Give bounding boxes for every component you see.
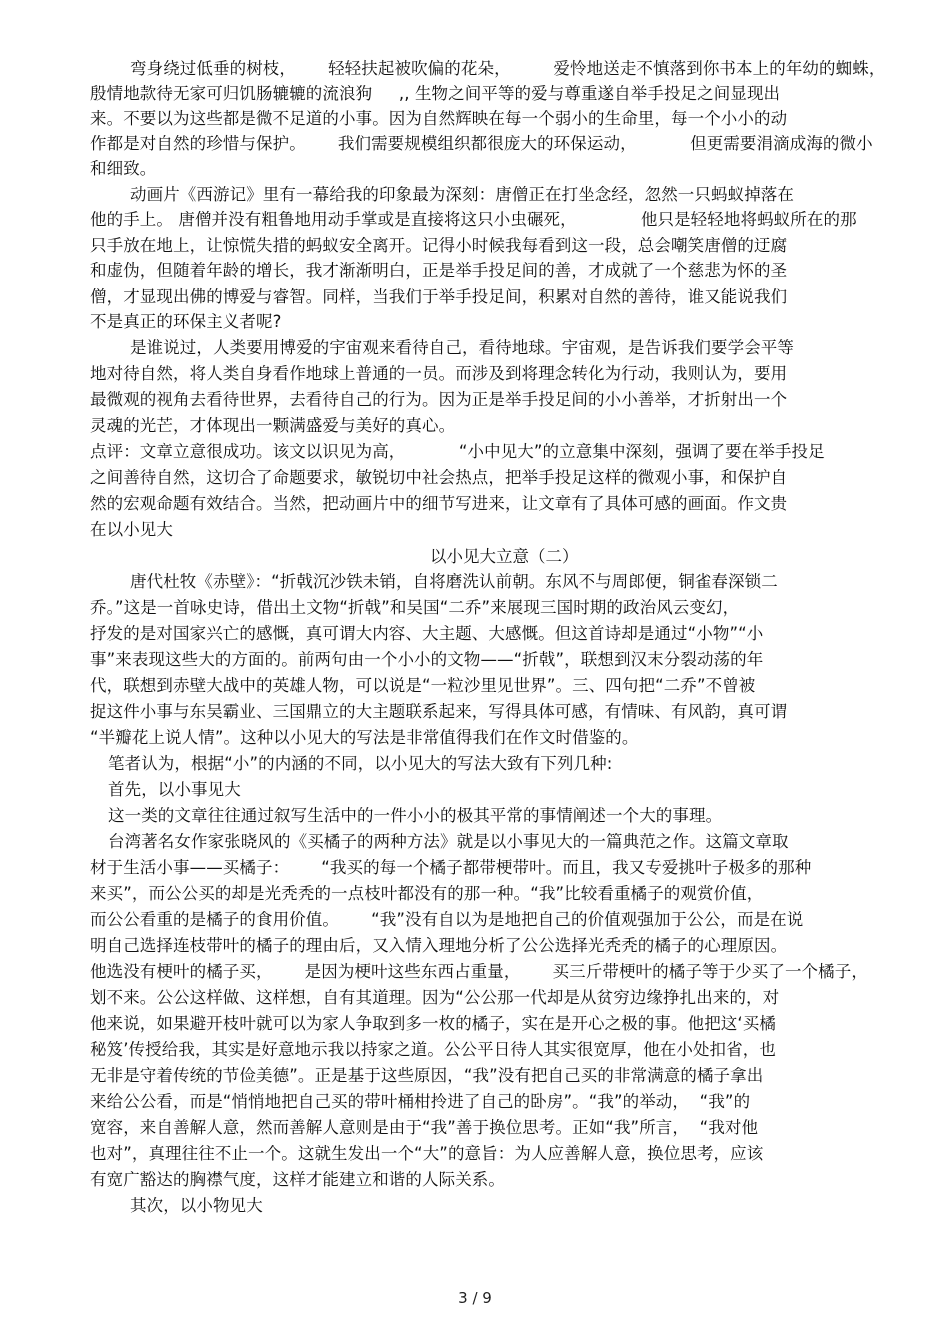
comment-line: 然的宏观命题有效结合。当然，把动画片中的细节写进来，让文章有了具体可感的画面。作文贵 bbox=[90, 494, 788, 513]
text-line: 其次，以小物见大 bbox=[130, 1196, 263, 1215]
text-line: 他选没有梗叶的橘子买， 是因为梗叶这些东西占重量， 买三斤带梗叶的橘子等于少买了一个橘子， bbox=[90, 962, 868, 981]
text-line: 他的手上。 唐僧并没有粗鲁地用动手掌或是直接将这只小虫碾死， 他只是轻轻地将蚂蚁所在的那 bbox=[90, 210, 857, 229]
text-line: 这一类的文章往往通过叙写生活中的一件小小的极其平常的事情阐述一个大的事理。 bbox=[108, 806, 723, 825]
comment-line: 在以小见大 bbox=[90, 520, 173, 539]
text-line: 抒发的是对国家兴亡的感慨，真可谓大内容、大主题、大感慨。但这首诗却是通过“小物”“小 bbox=[90, 624, 764, 643]
text-line: 地对待自然，将人类自身看作地球上普通的一员。而涉及到将理念转化为行动，我则认为，要用 bbox=[90, 364, 788, 383]
section-heading: 以小见大立意（二） bbox=[430, 547, 579, 566]
page-number: 3 / 9 bbox=[458, 1289, 492, 1307]
text-line: 和虚伪，但随着年龄的增长，我才渐渐明白，正是举手投足间的善，才成就了一个慈悲为怀的圣 bbox=[90, 261, 788, 280]
comment-line: 之间善待自然，这切合了命题要求，敏锐切中社会热点，把举手投足这样的微观小事，和保护自 bbox=[90, 468, 788, 487]
text-line: 来买”，而公公买的却是光秃秃的一点枝叶都没有的那一种。“我”比较看重橘子的观赏价值， bbox=[90, 884, 764, 903]
text-line: 划不来。公公这样做、这样想，自有其道理。因为“公公那一代却是从贫穷边缘挣扎出来的，对 bbox=[90, 988, 780, 1007]
text-line: 作都是对自然的珍惜与保护。 我们需要规模组织都很庞大的环保运动， 但更需要涓滴成海的微小 bbox=[90, 134, 873, 153]
text-line: 首先，以小事见大 bbox=[108, 780, 241, 799]
text-line: 来给公公看，而是“悄悄地把自己买的带叶桶柑拎进了自己的卧房”。“我”的举动， “我”的 bbox=[90, 1092, 751, 1111]
text-line: 唐代杜牧《赤壁》：“折戟沉沙铁未销，自将磨洗认前朝。东风不与周郎便，铜雀春深锁二 bbox=[130, 572, 778, 591]
text-line: 宽容，来自善解人意，然而善解人意则是由于“我”善于换位思考。正如“我”所言， “我对他 bbox=[90, 1118, 759, 1137]
text-line: 捉这件小事与东吴霸业、三国鼎立的大主题联系起来，写得具体可感，有情味、有风韵，真可谓 bbox=[90, 702, 788, 721]
text-line: 也对”，真理往往不止一个。这就生发出一个“大”的意旨：为人应善解人意，换位思考，应该 bbox=[90, 1144, 764, 1163]
comment-line: 点评：文章立意很成功。该文以识见为高， “小中见大”的立意集中深刻，强调了要在举手投足 bbox=[90, 442, 825, 461]
text-line: 而公公看重的是橘子的食用价值。 “我”没有自以为是地把自己的价值观强加于公公，而是在说 bbox=[90, 910, 804, 929]
text-line: 代，联想到赤壁大战中的英雄人物，可以说是“一粒沙里见世界”。三、四句把“二乔”不曾被 bbox=[90, 676, 756, 695]
text-line: “半瓣花上说人情”。这种以小见大的写法是非常值得我们在作文时借鉴的。 bbox=[90, 728, 639, 747]
text-line: 动画片《西游记》里有一幕给我的印象最为深刻：唐僧正在打坐念经，忽然一只蚂蚁掉落在 bbox=[130, 185, 794, 204]
text-line: 僧，才显现出佛的博爱与睿智。同样，当我们于举手投足间，积累对自然的善待，谁又能说我们 bbox=[90, 287, 788, 306]
text-line: 弯身绕过低垂的树枝， 轻轻扶起被吹偏的花朵， 爱怜地送走不慎落到你书本上的年幼的蜘蛛， bbox=[130, 59, 886, 78]
text-line: 灵魂的光芒，才体现出一颗满盛爱与美好的真心。 bbox=[90, 416, 456, 435]
text-line: 台湾著名女作家张晓风的《买橘子的两种方法》就是以小事见大的一篇典范之作。这篇文章取 bbox=[108, 832, 789, 851]
text-line: 是谁说过，人类要用博爱的宇宙观来看待自己，看待地球。宇宙观，是告诉我们要学会平等 bbox=[130, 338, 794, 357]
text-line: 笔者认为，根据“小”的内涵的不同，以小见大的写法大致有下列几种: bbox=[108, 754, 613, 773]
text-line: 他来说，如果避开枝叶就可以为家人争取到多一枚的橘子，实在是开心之极的事。他把这‘买橘 bbox=[90, 1014, 776, 1033]
text-line: 乔。”这是一首咏史诗，借出土文物“折戟”和吴国“二乔”来展现三国时期的政治风云变幻， bbox=[90, 598, 740, 617]
text-line: 来。不要以为这些都是微不足道的小事。因为自然辉映在每一个弱小的生命里，每一个小小的动 bbox=[90, 109, 788, 128]
text-line: 无非是守着传统的节俭美德”。正是基于这些原因，“我”没有把自己买的非常满意的橘子拿出 bbox=[90, 1066, 764, 1085]
text-line: 材于生活小事——买橘子： “我买的每一个橘子都带梗带叶。而且，我又专爱挑叶子极多的那种 bbox=[90, 858, 812, 877]
text-line: 有宽广豁达的胸襟气度，这样才能建立和谐的人际关系。 bbox=[90, 1170, 505, 1189]
text-line: 殷情地款待无家可归饥肠辘辘的流浪狗 ,, 生物之间平等的爱与尊重遂自举手投足之间显现出 bbox=[90, 84, 781, 103]
text-line: 秘笈’传授给我，其实是好意地示我以持家之道。公公平日待人其实很宽厚，他在小处扣省，也 bbox=[90, 1040, 776, 1059]
text-line: 最微观的视角去看待世界，去看待自己的行为。因为正是举手投足间的小小善举，才折射出一个 bbox=[90, 390, 788, 409]
text-line: 明自己选择连枝带叶的橘子的理由后，又入情入理地分析了公公选择光秃秃的橘子的心理原因。 bbox=[90, 936, 788, 955]
text-line: 和细致。 bbox=[90, 159, 157, 178]
text-line: 只手放在地上，让惊慌失措的蚂蚁安全离开。记得小时候我每看到这一段，总会嘲笑唐僧的迂腐 bbox=[90, 236, 788, 255]
text-line: 不是真正的环保主义者呢? bbox=[90, 312, 282, 331]
text-line: 事”来表现这些大的方面的。前两句由一个小小的文物——“折戟”，联想到汉末分裂动荡的年 bbox=[90, 650, 764, 669]
